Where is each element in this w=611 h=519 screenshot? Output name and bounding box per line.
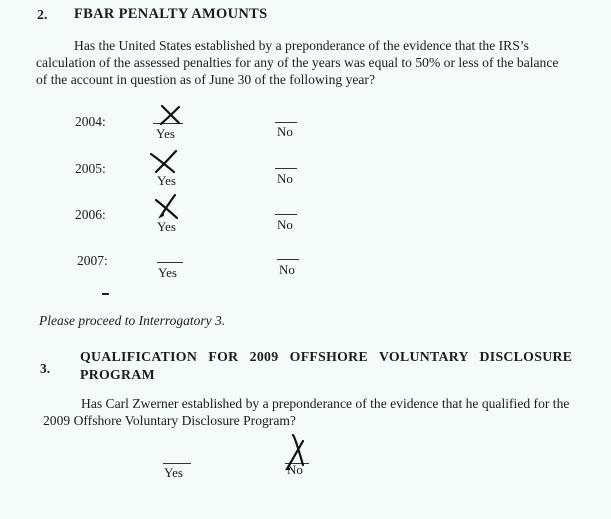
no-blank-2004[interactable] [275,122,297,123]
no-blank-2005[interactable] [275,168,297,169]
section-2-heading: FBAR PENALTY AMOUNTS [74,6,268,22]
section-3-question-line-1: Has Carl Zwerner established by a preponderance of the evidence that he qualified for the [81,396,570,411]
year-label-2004: 2004: [75,114,106,129]
no-label-2004: No [277,124,293,139]
check-mark-icon [148,148,182,176]
proceed-instruction: Please proceed to Interrogatory 3. [39,313,226,328]
yes-blank-2007[interactable] [157,262,183,263]
yes-label-2007: Yes [158,265,177,280]
section-3-yes-blank[interactable] [163,463,191,464]
check-mark-icon [157,103,185,127]
no-blank-2007[interactable] [277,259,299,260]
year-label-2005: 2005: [75,161,106,176]
section-3-no-label: No [287,462,303,477]
check-mark-icon [151,192,183,222]
no-label-2005: No [277,171,293,186]
yes-label-2004: Yes [156,126,175,141]
yes-label-2006: Yes [157,219,176,234]
section-2-question-line-2: calculation of the assessed penalties for any of the years was equal to 50% or less of the balance [36,55,559,70]
section-2-question-line-1: Has the United States established by a preponderance of the evidence that the IRS’s [74,38,529,53]
year-label-2007: 2007: [77,253,108,268]
no-label-2006: No [277,217,293,232]
section-2-number: 2. [37,8,48,23]
section-3-heading-line-1: QUALIFICATION FOR 2009 OFFSHORE VOLUNTARY DISCLOSURE [80,349,573,364]
section-3-yes-label: Yes [164,465,183,480]
year-label-2006: 2006: [75,207,106,222]
no-label-2007: No [279,262,295,277]
no-blank-2006[interactable] [275,214,297,215]
section-3-heading-line-2: PROGRAM [80,367,155,382]
section-3-number: 3. [40,361,51,376]
section-3-question-line-2: 2009 Offshore Voluntary Disclosure Program? [43,413,296,428]
ink-speck [102,293,109,295]
section-2-question-line-3: of the account in question as of June 30 of the following year? [36,72,375,87]
yes-label-2005: Yes [157,173,176,188]
